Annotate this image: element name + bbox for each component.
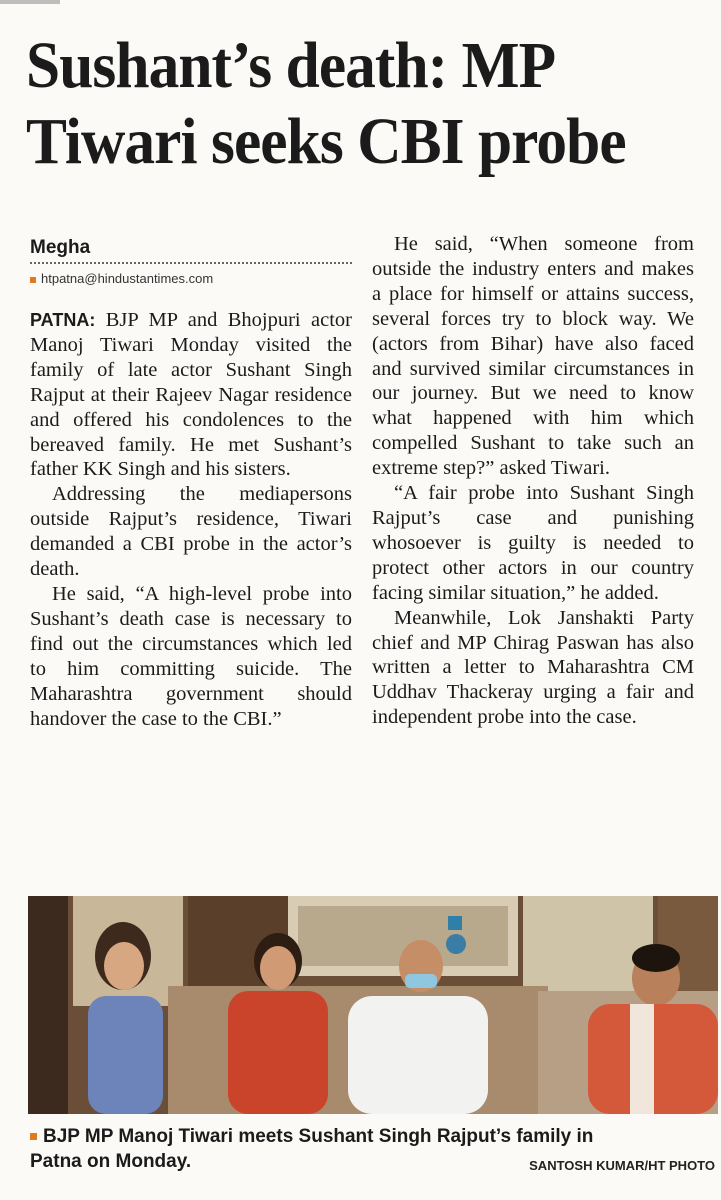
article-paragraph: Meanwhile, Lok Janshakti Party chief and MP Chirag Paswan has also written a letter to Maharashtra CM Uddhav Thackeray urging a fair and independent probe into the case. (372, 606, 694, 729)
article-paragraph: He said, “When someone from outside the industry enters and makes a place for himself or attains success, several forces try to block way. We (actors from Bihar) have also faced and survived similar circumstances in our journey. But we need to know what happened with him which compelled Sushant to take such an extreme step?” asked Tiwari. (372, 233, 694, 480)
author-email[interactable] (30, 270, 352, 288)
left-column (30, 232, 352, 882)
top-rule (0, 0, 60, 4)
news-photo (28, 896, 718, 1114)
caption-bullet-icon (30, 1133, 37, 1140)
headline-line-2: Tiwari seeks CBI probe (26, 105, 626, 178)
article-paragraph: “A fair probe into Sushant Singh Rajput’s case and punishing whosoever is guilty is needed to protect other actors in our country facing similar situation,” he added. (372, 482, 694, 604)
photo-illustration (28, 896, 718, 1114)
photo-credit: SANTOSH KUMAR/HT PHOTO (529, 1158, 715, 1173)
paragraph-text: BJP MP and Bhojpuri actor Manoj Tiwari Monday visited the family of late actor Sushant Singh Rajput at their Rajeev Nagar residence and offered his condolences to the bereaved family. He met Sushant’s father KK Singh and his sisters. (30, 309, 352, 481)
caption-line-1: BJP MP Manoj Tiwari meets Sushant Singh Rajput’s family in (43, 1126, 594, 1147)
caption-line-2: Patna on Monday. (30, 1151, 192, 1172)
author-email-text: htpatna@hindustantimes.com (41, 271, 214, 286)
bullet-icon (30, 277, 36, 283)
headline-line-1: Sushant’s death: MP (26, 29, 556, 102)
author-byline: Megha (30, 236, 352, 264)
dateline: PATNA: (30, 310, 96, 330)
article-paragraph (30, 308, 352, 482)
headline (26, 28, 658, 180)
right-column (372, 232, 694, 882)
article-columns (30, 232, 694, 882)
article-paragraph: He said, “A high-level probe into Sushant’s death case is necessary to find out the circumstances which led to him committing suicide. The Maharashtra government should handover the case to the CBI.” (30, 582, 352, 730)
article-paragraph: Addressing the mediapersons outside Rajput’s residence, Tiwari demanded a CBI probe in the actor’s death. (30, 483, 352, 581)
